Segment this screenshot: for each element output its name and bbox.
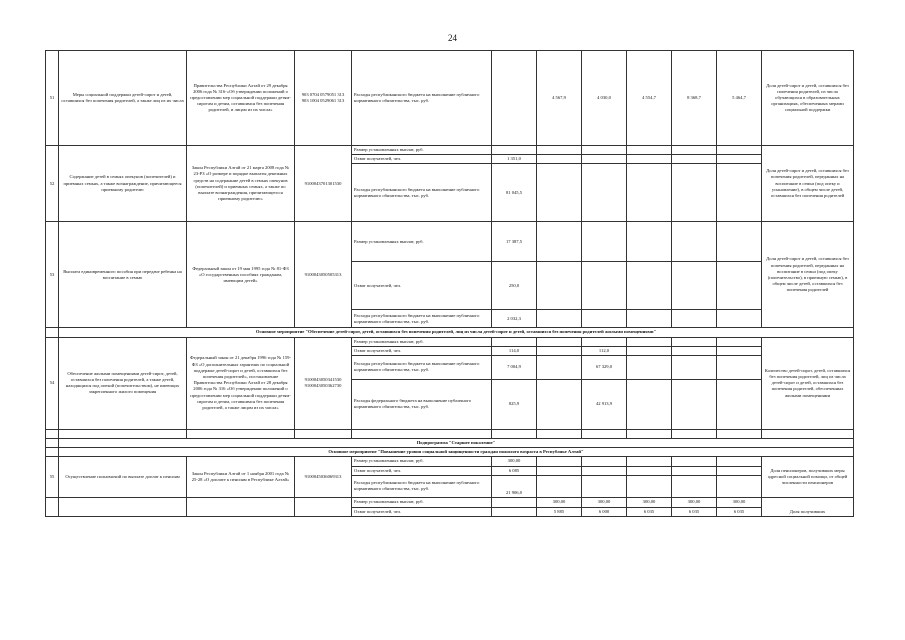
indicator: Охват получателей, чел. (352, 507, 492, 516)
value-cell: 300,00 (717, 497, 762, 507)
subprogram-title: Подпрограмма "Старшее поколение" (59, 438, 854, 447)
indicator: Размер установленных выплат, руб. (352, 497, 492, 507)
table-row (46, 51, 854, 146)
legal-basis: Правительства Республики Алтай от 29 декабря 2006 года № 316-«Об утверждении положений о предоставлении мер социальной поддержки детям-сиротам и детям, оставшимся без попечения родителей, и лицам из их числа» (187, 51, 295, 146)
value-cell: 5 464,7 (717, 51, 762, 146)
value-cell: 6 000 (582, 507, 627, 516)
measure-name: Содержание детей в семьях опекунов (попечителей) и приемных семьях, а также вознаграждение, причитающееся приемному родителю (59, 146, 187, 222)
row-number: 52 (46, 146, 59, 222)
value-cell: 6 085 (492, 466, 537, 475)
legal-basis: Закон Республики Алтай от 21 марта 2008 года № 23-РЗ «О размере и порядке выплаты денежных средств на содержание детей в семьях опекунов (попечителей) и приемных семьях, а также по выплате вознаграждения, причитающегося приемному родителю» (187, 146, 295, 222)
table-row (46, 457, 854, 466)
indicator: Охват получателей, чел. (352, 262, 492, 310)
value-cell (492, 337, 537, 346)
measure-name: Осуществление полномочий по выплате доплат к пенсиям (59, 457, 187, 497)
budget-codes: 903 0704 0579051 313 903 1004 0529061 313 (295, 51, 352, 146)
value-cell: 6 035 (717, 507, 762, 516)
target-indicator: Доля получивших (762, 497, 854, 516)
table-row (46, 222, 854, 262)
section-title: Основное мероприятие "Обеспечение детей-сирот, детей, оставшихся без попечения родителей, лиц из числа детей-сирот и детей, оставшихся без попечения родителей жилыми помещениями" (59, 328, 854, 337)
value-cell: 6 035 (627, 507, 672, 516)
budget-codes: 9100045036069313 (295, 457, 352, 497)
section-title: Основное мероприятие "Повышение уровня социальной защищенности граждан пожилого возраста в Республике Алтай" (59, 448, 854, 457)
indicator: Размер установленных выплат, руб. (352, 146, 492, 155)
value-cell: 300,00 (627, 497, 672, 507)
measure-name: Выплата единовременного пособия при передаче ребенка на воспитание в семью (59, 222, 187, 328)
value-cell: 17 387,5 (492, 222, 537, 262)
target-indicator: Доля детей-сирот и детей, оставшихся без попечения родителей, из числа обучающихся в образовательных организациях, обеспеченных мерами социальной поддержки (762, 51, 854, 146)
table-row (46, 497, 854, 507)
indicator: Охват получателей, чел. (352, 466, 492, 475)
value-cell: 250,0 (492, 262, 537, 310)
section-row (46, 328, 854, 337)
indicator: Расходы республиканского бюджета на выполнение публичного нормативного обязательства, тыс. руб. (352, 164, 492, 222)
budget-codes: 9100043701301530 (295, 146, 352, 222)
value-cell: 81 045,5 (492, 164, 537, 222)
row-number: 51 (46, 51, 59, 146)
indicator: Расходы республиканского бюджета на выполнение публичного нормативного обязательства, тыс. руб. (352, 310, 492, 328)
value-cell: 4 567,9 (537, 51, 582, 146)
legal-basis: Федеральный закон от 19 мая 1995 года № 81-ФЗ «О государственных пособиях гражданам, имеющим детей» (187, 222, 295, 328)
subprogram-row (46, 438, 854, 447)
indicator: Расходы республиканского бюджета на выполнение публичного нормативного обязательства, тыс. руб. (352, 475, 492, 497)
indicator: Размер установленных выплат, руб. (352, 222, 492, 262)
budget-codes: 9100043050341530 9100043050362730 (295, 337, 352, 429)
value-cell: 300,00 (582, 497, 627, 507)
row-number: 54 (46, 337, 59, 429)
target-indicator: Доля детей-сирот и детей, оставшихся без попечения родителей, переданных на воспитание в семьи (под опеку и усыновление), в общем числе детей, оставшихся без попечения родителей (762, 146, 854, 222)
row-number: 55 (46, 457, 59, 497)
indicator: Размер установленных выплат, руб. (352, 457, 492, 466)
indicator: Охват получателей, чел. (352, 155, 492, 164)
table-row (46, 146, 854, 155)
value-cell: 4 554,7 (627, 51, 672, 146)
value-cell: 825,9 (492, 379, 537, 429)
target-indicator: Доля пенсионеров, получивших меры адресной социальной помощи, от общей численности пенсионеров (762, 457, 854, 497)
value-cell: 114,0 (492, 346, 537, 355)
value-cell (492, 146, 537, 155)
table-row (46, 337, 854, 346)
value-cell: 6 035 (672, 507, 717, 516)
indicator: Расходы республиканского бюджета на выполнение публичного нормативного обязательства, тыс. руб. (352, 51, 492, 146)
indicator: Расходы федерального бюджета на выполнение публичного нормативного обязательства, тыс. руб. (352, 379, 492, 429)
value-cell: 300,00 (492, 457, 537, 466)
page-number: 24 (448, 33, 457, 43)
measure-name: Обеспечение жилыми помещениями детей-сирот, детей, оставшихся без попечения родителей, а также детей, находящихся под опекой (попечительством), не имеющих закрепленного жилого помещения (59, 337, 187, 429)
value-cell: 8 368,7 (672, 51, 717, 146)
value-cell (582, 337, 627, 346)
indicator: Расходы республиканского бюджета на выполнение публичного нормативного обязательства, тыс. руб. (352, 355, 492, 379)
value-cell: 300,00 (537, 497, 582, 507)
value-cell: 42 913,9 (582, 379, 627, 429)
row-number: 53 (46, 222, 59, 328)
value-cell: 300,00 (672, 497, 717, 507)
legal-basis: Федеральный закон от 21 декабря 1996 года № 159-ФЗ «О дополнительных гарантиях по социальной поддержке детей-сирот и детей, оставшихся без попечения родителей», постановление Правительства Республики Алтай от 28 декабря 2006 года № 316 «Об утверждении положений о предоставлении мер социальной поддержки детям-сиротам и детям, оставшимся без попечения родителей, а также лицам из их числа» (187, 337, 295, 429)
budget-codes: 9100043050505313 (295, 222, 352, 328)
value-cell: 7 004,9 (492, 355, 537, 379)
value-cell: 1 351,0 (492, 155, 537, 164)
measure-name: Меры социальной поддержки детей-сирот и детей, оставшихся без попечения родителей, а также лиц из их числа (59, 51, 187, 146)
value-cell: 2 032,3 (492, 310, 537, 328)
value-cell: 112,0 (582, 346, 627, 355)
program-table (45, 50, 854, 517)
target-indicator: Доля детей-сирот и детей, оставшихся без попечения родителей, переданных на воспитание в семьи (под опеку (попечительство), в приемную семью), в общем числе детей, оставшихся без попечения родителей (762, 222, 854, 328)
value-cell (492, 51, 537, 146)
legal-basis: Закон Республики Алтай от 1 ноября 2001 года № 25-28 «О доплате к пенсиям в Республике Алтай» (187, 457, 295, 497)
section-row (46, 448, 854, 457)
value-cell: 4 030,0 (582, 51, 627, 146)
target-indicator: Количество детей-сирот, детей, оставшихся без попечения родителей, лиц из числа детей-сирот и детей, оставшихся без попечения родителей, обеспеченных жилыми помещениями (762, 337, 854, 429)
indicator: Охват получателей, чел. (352, 346, 492, 355)
value-cell: 67 329,0 (582, 355, 627, 379)
indicator: Размер установленных выплат, руб. (352, 337, 492, 346)
value-cell: 21 906,0 (492, 475, 537, 497)
table-row (46, 429, 854, 438)
value-cell: 5 885 (537, 507, 582, 516)
